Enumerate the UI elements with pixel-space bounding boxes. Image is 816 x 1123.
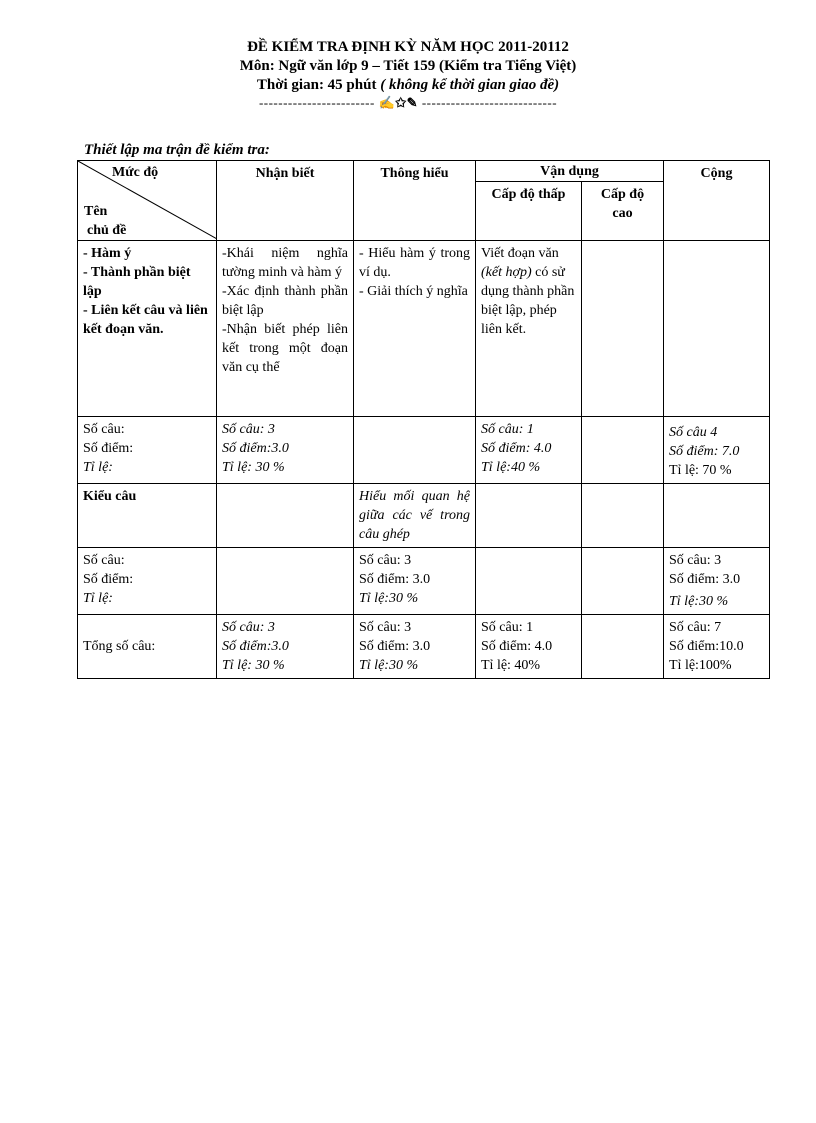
topic2-label-ratio: Tỉ lệ:: [83, 591, 113, 606]
topic2-apply-low-cell: [476, 484, 582, 548]
topic1-apply-points: Số điểm: 4.0: [481, 441, 552, 456]
topic1-understand-2: - Giải thích ý nghĩa: [359, 284, 468, 299]
topic2-total-count: Số câu: 3: [669, 553, 722, 568]
topic1-total-stats-cell: [664, 417, 770, 484]
topic1-apply-italic: (kết hợp): [481, 265, 532, 280]
topic1-recognize-2: -Xác định thành phần biệt lập: [222, 284, 348, 318]
topic2-understand-cell: Hiểu mối quan hệ giữa các vế trong câu ghép: [354, 484, 476, 548]
topic2-total-ratio: Tỉ lệ:30 %: [669, 594, 729, 609]
topic2-name-cell: Kiểu câu: [78, 484, 217, 548]
topic1-recognize-stats-cell: [217, 417, 354, 484]
totals-recognize-ratio: Tỉ lệ: 30 %: [222, 658, 285, 673]
matrix-title: Thiết lập ma trận đề kiểm tra:: [84, 142, 270, 158]
totals-apply-ratio: Tỉ lệ: 40%: [481, 658, 541, 673]
divider-dashes-left: ------------------------: [258, 95, 375, 110]
topic2-label-count: Số câu:: [83, 553, 125, 568]
topic1-name-cell: [78, 241, 217, 417]
totals-total-cell: [664, 615, 770, 679]
topic1-recognize-points: Số điểm:3.0: [222, 441, 289, 456]
topic2-understand-points: Số điểm: 3.0: [359, 572, 431, 587]
totals-total-points: Số điểm:10.0: [669, 639, 744, 654]
topic1-understand-cell: [354, 241, 476, 417]
totals-understand-cell: [354, 615, 476, 679]
topic1-total-points: Số điểm: 7.0: [669, 444, 740, 459]
totals-label-cell: Tổng số câu:: [78, 615, 217, 679]
divider-ornament-icon: ✍✩✎: [378, 95, 419, 110]
topic2-understand-stats-cell: [354, 548, 476, 615]
topic1-apply-pre: Viết đoạn văn: [481, 246, 559, 261]
topic2-label-points: Số điểm:: [83, 572, 134, 587]
col-header-recognize: Nhận biết: [217, 161, 354, 241]
topic2-understand-ratio: Tỉ lệ:30 %: [359, 591, 419, 606]
col-header-apply-high: [582, 182, 664, 241]
topic2-apply-stats-cell: [476, 548, 582, 615]
col-header-apply: Vận dụng: [476, 161, 664, 182]
corner-label-topic: [84, 202, 126, 240]
topic1-recognize-count: Số câu: 3: [222, 422, 275, 437]
totals-understand-count: Số câu: 3: [359, 620, 412, 635]
topic1-content-row: [78, 241, 770, 417]
exam-time-label: Thời gian: 45 phút: [256, 77, 377, 93]
exam-subject: Môn: Ngữ văn lớp 9 – Tiết 159 (Kiểm tra Tiếng Việt): [239, 58, 577, 74]
topic1-stats-label-cell: [78, 417, 217, 484]
corner-label-topic-line2: chủ đề: [87, 223, 127, 238]
topic2-understand-count: Số câu: 3: [359, 553, 412, 568]
exam-matrix-table: [77, 160, 770, 679]
col-header-total: Cộng: [664, 161, 770, 241]
topic1-label-points: Số điểm:: [83, 441, 134, 456]
totals-apply-points: Số điểm: 4.0: [481, 639, 553, 654]
col-header-apply-low: Cấp độ thấp: [476, 182, 582, 241]
topic1-name-3: - Liên kết câu và liên kết đoạn văn.: [83, 303, 208, 337]
col-header-understand: Thông hiểu: [354, 161, 476, 241]
topic1-name-2: - Thành phần biệt lập: [83, 265, 191, 299]
totals-recognize-points: Số điểm:3.0: [222, 639, 289, 654]
topic1-label-count: Số câu:: [83, 422, 125, 437]
totals-understand-ratio: Tỉ lệ:30 %: [359, 658, 419, 673]
topic1-apply-high-cell: [582, 241, 664, 417]
topic1-apply-ratio: Tỉ lệ:40 %: [481, 460, 541, 475]
topic2-apply-high-stats-cell: [582, 548, 664, 615]
topic1-label-ratio: Tỉ lệ:: [83, 460, 113, 475]
topic1-total-count: Số câu 4: [669, 425, 718, 440]
topic1-apply-high-stats-cell: [582, 417, 664, 484]
topic1-understand-stats-cell: [354, 417, 476, 484]
header-divider: [0, 95, 816, 111]
exam-header: [0, 38, 816, 111]
topic1-recognize-3: -Nhận biết phép liên kết trong một đoạn văn cụ thể: [222, 322, 348, 375]
topic1-recognize-1: -Khái niệm nghĩa tường minh và hàm ý: [222, 246, 348, 280]
exam-title: ĐỀ KIỂM TRA ĐỊNH KỲ NĂM HỌC 2011-20112: [247, 39, 569, 55]
header-row: [78, 161, 770, 182]
divider-dashes-right: ----------------------------: [421, 95, 558, 110]
totals-understand-points: Số điểm: 3.0: [359, 639, 431, 654]
topic1-apply-count: Số câu: 1: [481, 422, 534, 437]
topic2-total-cell: [664, 484, 770, 548]
corner-label-topic-line1: Tên: [84, 204, 108, 219]
topic1-apply-post: có sử dụng thành phần biệt lập, phép liên kết.: [481, 265, 575, 337]
topic1-stats-row: [78, 417, 770, 484]
topic2-recognize-stats-cell: [217, 548, 354, 615]
col-header-apply-high-line1: Cấp độ: [600, 187, 645, 202]
topic2-total-stats-cell: [664, 548, 770, 615]
topic1-name-1: - Hàm ý: [83, 246, 132, 261]
corner-header-cell: [78, 161, 217, 241]
topic2-stats-label-cell: [78, 548, 217, 615]
topic1-total-cell: [664, 241, 770, 417]
topic2-stats-row: [78, 548, 770, 615]
totals-apply-high-cell: [582, 615, 664, 679]
exam-time-note: ( không kể thời gian giao đề): [380, 77, 560, 93]
totals-apply-cell: [476, 615, 582, 679]
topic2-content-row: [78, 484, 770, 548]
totals-total-ratio: Tỉ lệ:100%: [669, 658, 732, 673]
topic1-understand-1: - Hiểu hàm ý trong ví dụ.: [359, 246, 470, 280]
topic1-recognize-ratio: Tỉ lệ: 30 %: [222, 460, 285, 475]
corner-label-level: Mức độ: [112, 165, 159, 180]
totals-recognize-count: Số câu: 3: [222, 620, 275, 635]
topic1-total-ratio: Tỉ lệ: 70 %: [669, 463, 732, 478]
col-header-apply-high-line2: cao: [612, 206, 633, 221]
topic1-apply-low-cell: [476, 241, 582, 417]
topic2-apply-high-cell: [582, 484, 664, 548]
totals-total-count: Số câu: 7: [669, 620, 722, 635]
totals-row: [78, 615, 770, 679]
totals-recognize-cell: [217, 615, 354, 679]
topic2-recognize-cell: [217, 484, 354, 548]
topic1-recognize-cell: [217, 241, 354, 417]
totals-apply-count: Số câu: 1: [481, 620, 534, 635]
topic2-total-points: Số điểm: 3.0: [669, 572, 741, 587]
exam-time: [0, 76, 816, 95]
topic1-apply-stats-cell: [476, 417, 582, 484]
